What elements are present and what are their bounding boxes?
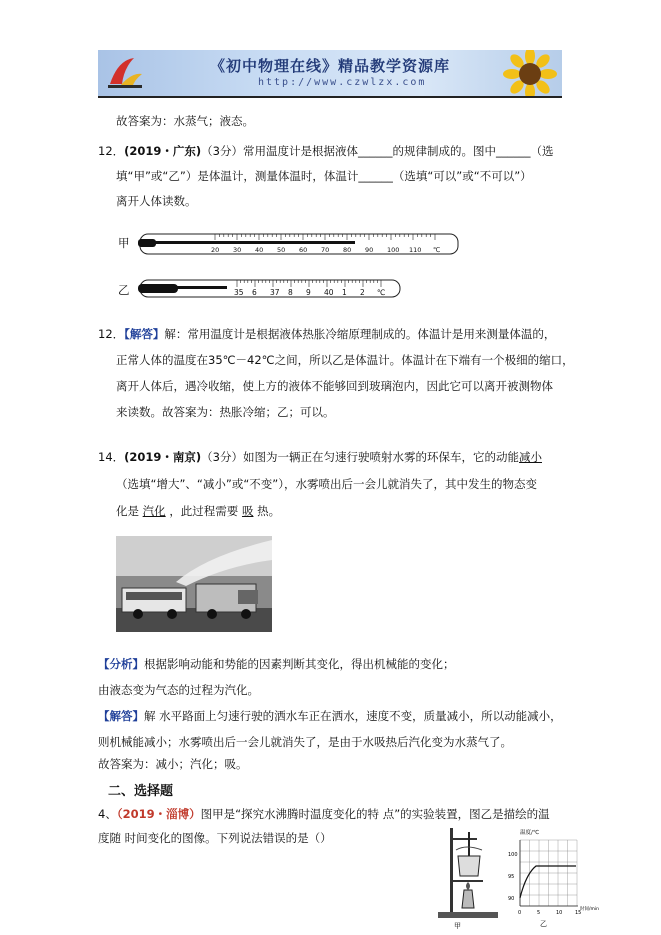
question-4-line1 [98, 806, 550, 822]
question-12-line1 [98, 143, 554, 159]
graph-xlabel: 时间/min [580, 907, 600, 912]
section-title: 二、选择题 [108, 784, 174, 799]
tick-label: 50 [277, 246, 286, 254]
tick-label: 2 [360, 288, 365, 297]
answer-12-line1 [98, 326, 555, 342]
previous-answer: 故答案为：水蒸气；液态。 [116, 114, 254, 128]
answer-text: 解：常用温度计是根据液体热胀冷缩原理制成的。体温计是用来测量体温的， [164, 327, 556, 341]
question-source: (2019・广东) [124, 144, 202, 158]
answer-12-line3: 离开人体后，遇冷收缩，使上方的液体不能够回到玻璃泡内，因此它可以离开被测物体 [116, 379, 553, 393]
question-12-line2: 填“甲”或“乙”）是体温计，测量体温时，体温计______（选填“可以”或“不可以”） [116, 169, 532, 183]
label-jia: 甲 [118, 236, 130, 250]
site-title: 《初中物理在线》精品教学资源库 [210, 57, 451, 75]
x-tick-label: 10 [556, 910, 563, 916]
thermometer-yi [138, 280, 400, 297]
tick-label: 20 [211, 246, 220, 254]
thermometer-figure [135, 228, 465, 300]
tick-label: 70 [321, 246, 330, 254]
question-number: 4、 [98, 807, 117, 821]
tick-label: 40 [324, 288, 334, 297]
figure-label-jia: 甲 [454, 922, 461, 930]
answer-blank-2: 汽化 [142, 504, 166, 518]
tick-label: 90 [365, 246, 374, 254]
tick-label: 30 [233, 246, 242, 254]
question-4-line2: 度随 时间变化的图像。下列说法错误的是（） [98, 831, 332, 845]
answer-number: 12． [98, 327, 125, 341]
question-14-line3 [116, 503, 280, 519]
answer-tag: 【解答】 [124, 327, 165, 341]
tick-label: 6 [252, 288, 257, 297]
question-text: 图甲是“探究水沸腾时温度变化的特 点”的实验装置，图乙是描绘的温 [200, 807, 550, 821]
answer-tag: 【解答】 [98, 709, 144, 723]
tick-label: 8 [288, 288, 293, 297]
site-logo-icon [104, 54, 146, 92]
thermometer-jia [138, 234, 458, 254]
answer-12-line4: 来读数。故答案为：热胀冷缩；乙；可以。 [116, 405, 335, 419]
question-12-line3: 离开人体读数。 [116, 194, 197, 208]
site-url[interactable]: http://www.czwlzx.com [258, 77, 427, 88]
answer-blank-1: 减小 [519, 450, 542, 464]
x-tick-label: 5 [537, 910, 541, 916]
analysis-line1 [98, 656, 455, 672]
question-source: (2019・南京) [124, 450, 202, 464]
label-yi: 乙 [118, 283, 130, 297]
question-number: 14． [98, 450, 125, 464]
tick-label: 1 [342, 288, 347, 297]
tick-label: 37 [270, 288, 280, 297]
boiling-apparatus-figure [436, 826, 502, 930]
question-14-line1 [98, 449, 542, 465]
tick-label: 9 [306, 288, 311, 297]
y-tick-label: 95 [508, 874, 515, 880]
question-source: （2019・淄博） [116, 807, 201, 821]
tick-label: 80 [343, 246, 352, 254]
unit-label: ℃ [433, 246, 441, 254]
tick-label: 40 [255, 246, 264, 254]
y-tick-label: 100 [508, 852, 518, 858]
header-banner [98, 50, 562, 98]
analysis-line2: 由液态变为气态的过程为汽化。 [98, 683, 259, 697]
figure-label-yi: 乙 [540, 920, 547, 928]
spray-truck-photo [116, 536, 272, 632]
analysis-tag: 【分析】 [98, 657, 144, 671]
tick-label: 100 [387, 246, 400, 254]
question-text: （3分）常用温度计是根据液体______的规律制成的。图中______（选 [201, 144, 554, 158]
x-tick-label: 15 [575, 910, 582, 916]
question-text: （3分）如图为一辆正在匀速行驶喷射水雾的环保车，它的动能 [201, 450, 519, 464]
sunflower-icon [494, 50, 562, 98]
text-segment: ，此过程需要 [169, 504, 239, 518]
answer-text: 解 水平路面上匀速行驶的洒水车正在洒水，速度不变，质量减小，所以动能减小， [144, 709, 562, 723]
question-number: 12． [98, 144, 125, 158]
tick-label: 110 [409, 246, 422, 254]
answer-14-line3: 故答案为：减小；汽化；吸。 [98, 757, 248, 771]
answer-14-line2: 则机械能减小；水雾喷出后一会儿就消失了，是由于水吸热后汽化变为水蒸气了。 [98, 735, 512, 749]
answer-14-line1 [98, 708, 562, 724]
question-14-line2: （选填“增大”、“减小”或“不变”），水雾喷出后一会儿就消失了，其中发生的物态变 [116, 477, 537, 491]
x-tick-label: 0 [518, 910, 522, 916]
answer-blank-3: 吸 [241, 504, 254, 518]
analysis-text: 根据影响动能和势能的因素判断其变化，得出机械能的变化； [144, 657, 455, 671]
temperature-time-graph [506, 826, 606, 930]
graph-ylabel: 温度/℃ [520, 830, 540, 836]
answer-12-line2: 正常人体的温度在35℃－42℃之间，所以乙是体温计。体温计在下端有一个极细的缩口， [116, 353, 574, 367]
text-segment: 化是 [116, 504, 139, 518]
tick-label: 60 [299, 246, 308, 254]
unit-label: ℃ [377, 288, 386, 297]
tick-label: 35 [234, 288, 244, 297]
y-tick-label: 90 [508, 896, 515, 902]
text-segment: 热。 [257, 504, 281, 518]
